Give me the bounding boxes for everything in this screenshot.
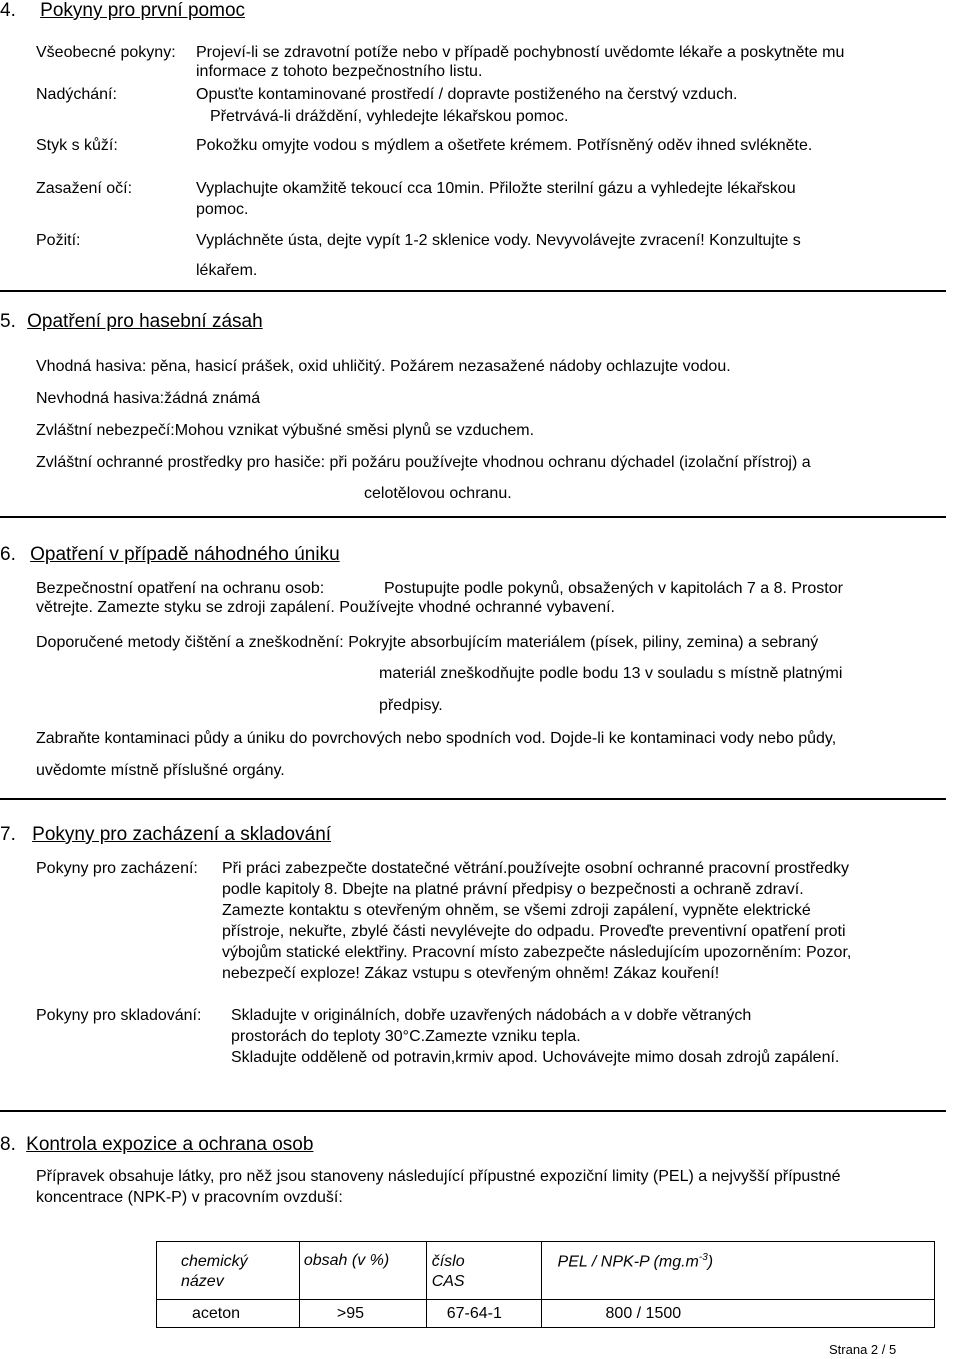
handling-line-4: přístroje, nekuřte, zbylé části nevylévejte do odpadu. Proveďte preventivní opatření proti <box>222 923 846 940</box>
handling-line-1: Při práci zabezpečte dostatečné větrání.používejte osobní ochranné pracovní prostředky <box>222 860 850 877</box>
storage-line-3: Skladujte odděleně od potravin,krmiv apod. Uchovávejte mimo dosah zdrojů zapálení. <box>231 1049 840 1066</box>
release-personal-label: Bezpečnostní opatření na ochranu osob: <box>36 580 325 597</box>
storage-label: Pokyny pro skladování: <box>36 1007 202 1024</box>
exposure-limits-table <box>156 1241 935 1328</box>
table-header-cas: číslo CAS <box>426 1242 541 1300</box>
section-number: 6. <box>0 544 16 565</box>
handling-line-3: Zamezte kontaktu s otevřeným ohněm, se všemi zdroji zapálení, vypněte elektrické <box>222 902 811 919</box>
fire-line-4: Zvláštní ochranné prostředky pro hasiče: při požáru používejte vhodnou ochranu dýchadel (izolační přístroj) a <box>36 454 811 471</box>
section-number: 4. <box>0 0 16 21</box>
eye-label: Zasažení očí: <box>36 180 133 197</box>
cleanup-line-2: materiál zneškodňujte podle bodu 13 v souladu s místně platnými <box>379 665 843 682</box>
fire-line-2: Nevhodná hasiva:žádná známá <box>36 390 261 407</box>
fire-line-1: Vhodná hasiva: pěna, hasicí prášek, oxid uhličitý. Požárem nezasažené nádoby ochlazujte vodou. <box>36 358 731 375</box>
section-7-heading <box>0 824 331 846</box>
section-title: Pokyny pro první pomoc <box>40 0 246 21</box>
release-personal-line-2: větrejte. Zamezte styku se zdroji zapálení. Používejte vhodné ochranné vybavení. <box>36 599 615 616</box>
section-number: 8. <box>0 1134 16 1155</box>
section-5-heading <box>0 311 263 333</box>
table-header-row <box>157 1242 935 1300</box>
cleanup-line-1: Doporučené metody čištění a zneškodnění: Pokryjte absorbujícím materiálem (písek, piliny, zemina) a sebraný <box>36 634 819 651</box>
general-line-1: Projeví-li se zdravotní potíže nebo v případě pochybností uvědomte lékaře a poskytněte mu <box>196 44 845 61</box>
table-row <box>157 1300 935 1328</box>
cleanup-line-3: předpisy. <box>379 697 443 714</box>
section-divider <box>0 290 946 292</box>
handling-line-5: výbojům statické elektřiny. Pracovní místo zabezpečte následujícím upozorněním: Pozor, <box>222 944 852 961</box>
skin-text: Pokožku omyjte vodou s mýdlem a ošetřete krémem. Potřísněný oděv ihned svlékněte. <box>196 137 813 154</box>
fire-line-3: Zvláštní nebezpečí:Mohou vznikat výbušné směsi plynů se vzduchem. <box>36 422 535 439</box>
skin-label: Styk s kůží: <box>36 137 118 154</box>
general-line-2: informace z tohoto bezpečnostního listu. <box>196 63 483 80</box>
section-divider <box>0 798 946 800</box>
section-number: 7. <box>0 824 16 845</box>
row-pel: 800 / 1500 <box>605 1305 682 1322</box>
storage-line-1: Skladujte v originálních, dobře uzavřených nádobách a v dobře větraných <box>231 1007 752 1024</box>
section-number: 5. <box>0 311 16 332</box>
ingestion-line-1: Vypláchněte ústa, dejte vypít 1-2 sklenice vody. Nevyvolávejte zvracení! Konzultujte s <box>196 232 801 249</box>
inhalation-label: Nadýchání: <box>36 86 117 103</box>
ingestion-line-2: lékařem. <box>196 262 258 279</box>
handling-label: Pokyny pro zacházení: <box>36 860 198 877</box>
section-8-heading <box>0 1134 313 1156</box>
inhalation-line-1: Opusťte kontaminované prostředí / dopravte postiženého na čerstvý vzduch. <box>196 86 738 103</box>
handling-line-6: nebezpečí exploze! Zákaz vstupu s otevřeným ohněm! Zákaz kouření! <box>222 965 720 982</box>
row-cas: 67-64-1 <box>446 1305 502 1322</box>
exposure-line-2: koncentrace (NPK-P) v pracovním ovzduší: <box>36 1189 343 1206</box>
section-title: Opatření pro hasební zásah <box>27 311 263 332</box>
section-divider <box>0 1110 946 1112</box>
row-name: aceton <box>192 1305 241 1322</box>
section-divider <box>0 516 946 518</box>
release-personal-line-1: Postupujte podle pokynů, obsažených v kapitolách 7 a 8. Prostor <box>384 580 843 597</box>
handling-line-2: podle kapitoly 8. Dbejte na platné právní předpisy o bezpečnosti a ochraně zdraví. <box>222 881 804 898</box>
eye-line-1: Vyplachujte okamžitě tekoucí cca 10min. Přiložte sterilní gázu a vyhledejte lékařskou <box>196 180 796 197</box>
environment-line-2: uvědomte místně příslušné orgány. <box>36 762 285 779</box>
storage-line-2: prostorách do teploty 30°C.Zamezte vzniku tepla. <box>231 1028 581 1045</box>
general-label: Všeobecné pokyny: <box>36 44 176 61</box>
section-title: Opatření v případě náhodného úniku <box>30 544 340 565</box>
table-header-name: chemický název <box>157 1242 300 1300</box>
table-header-content: obsah (v %) <box>299 1242 426 1300</box>
eye-line-2: pomoc. <box>196 201 249 218</box>
environment-line-1: Zabraňte kontaminaci půdy a úniku do povrchových nebo spodních vod. Dojde-li ke kontaminaci vody nebo půdy, <box>36 730 837 747</box>
ingestion-label: Požití: <box>36 232 81 249</box>
section-6-heading <box>0 544 340 566</box>
table-header-pel: PEL / NPK-P $(mg.m^{-3})$ <box>541 1242 934 1300</box>
section-4-heading <box>0 0 245 22</box>
page-number: Strana 2 / 5 <box>829 1342 897 1357</box>
fire-line-5: celotělovou ochranu. <box>364 485 512 502</box>
section-title: Pokyny pro zacházení a skladování <box>32 824 332 845</box>
section-title: Kontrola expozice a ochrana osob <box>26 1134 314 1155</box>
exposure-line-1: Přípravek obsahuje látky, pro něž jsou stanoveny následující přípustné expoziční limity (PEL) a nejvyšší přípustné <box>36 1168 841 1185</box>
inhalation-line-2: Přetrvává-li dráždění, vyhledejte lékařskou pomoc. <box>210 108 569 125</box>
row-content: >95 <box>336 1305 364 1322</box>
